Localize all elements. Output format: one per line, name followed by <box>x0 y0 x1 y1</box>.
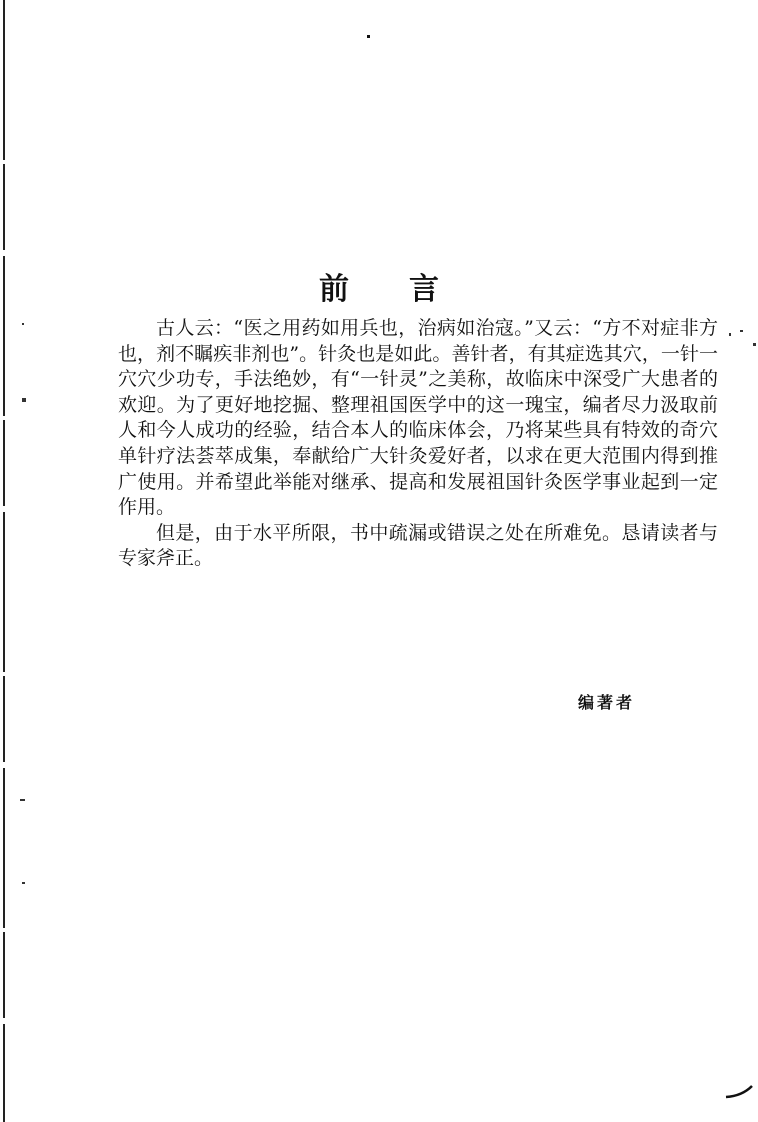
scan-speck <box>22 398 26 402</box>
title-char-1: 前 <box>319 272 349 308</box>
scan-speck <box>367 35 370 38</box>
scan-speck <box>22 882 25 884</box>
scan-speck <box>729 333 731 336</box>
scan-speck <box>22 323 24 325</box>
paragraph-1: 古人云：“医之用药如用兵也，治病如治寇。”又云：“方不对症非方也，剂不瞩疾非剂也”。针灸也是如此。善针者，有其症选其穴，一针一穴穴少功专，手法绝妙，有“一针灵”之美称，故临床中深受广大患者的欢迎。为了更好地挖掘、整理祖国医学中的这一瑰宝，编者尽力汲取前人和今人成功的经验，结合本人的临床体会，乃将某些具有特效的奇穴单针疗法荟萃成集，奉献给广大针灸爱好者，以求在更大范围内得到推广使用。并希望此举能对继承、提高和发展祖国针灸医学事业起到一定作用。 <box>118 317 718 519</box>
scan-curve-mark <box>724 1080 754 1100</box>
author-signature: 编著者 <box>578 693 636 712</box>
scan-binding-edge <box>3 0 5 1122</box>
scan-speck <box>20 799 25 801</box>
scan-speck <box>753 343 756 346</box>
paragraph-2: 但是，由于水平所限，书中疏漏或错误之处在所难免。恳请读者与专家斧正。 <box>118 521 718 570</box>
preface-body <box>118 316 718 572</box>
page-title <box>0 264 758 308</box>
scan-speck <box>740 330 743 332</box>
title-char-2: 言 <box>409 272 439 308</box>
